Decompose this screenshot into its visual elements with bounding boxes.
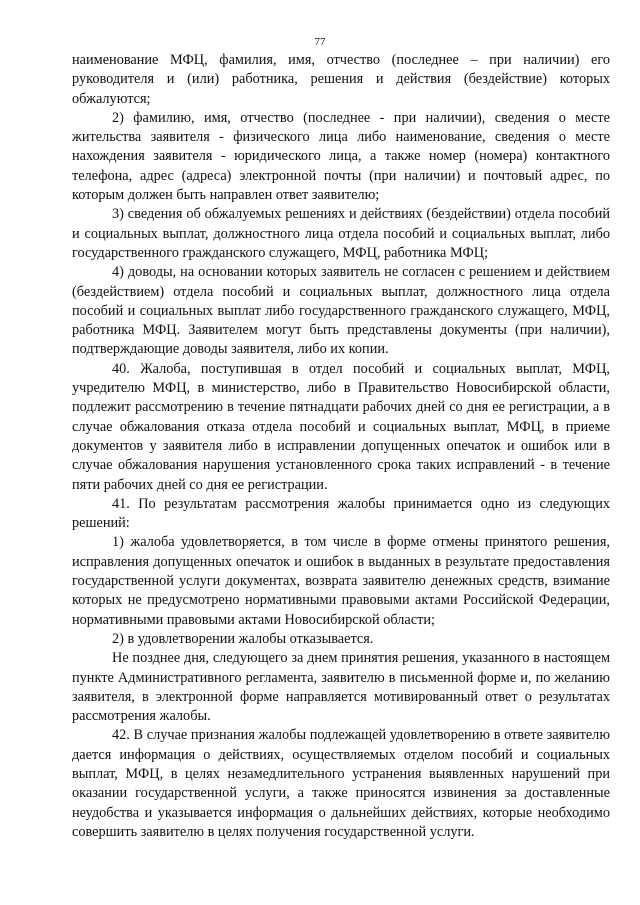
paragraph-response-deadline: Не позднее дня, следующего за днем принятия решения, указанного в настоящем пункте Административного регламента, заявителю в письменной форме и, по желанию заявителя, в электронной форме направляется мотивированный ответ о результатах рассмотрения жалобы.	[72, 650, 610, 725]
paragraph-clause-41: 41. По результатам рассмотрения жалобы принимается одно из следующих решений:	[72, 495, 610, 532]
paragraph-decision-1: 1) жалоба удовлетворяется, в том числе в форме отмены принятого решения, исправления допущенных опечаток и ошибок в выданных в результате предоставления государственной услуги документах, возврата заявителю денежных средств, взимание которых не предусмотрено нормативными правовыми актами Российской Федерации, нормативными правовыми актами Новосибирской области;	[72, 534, 610, 628]
paragraph-item-2: 2) фамилию, имя, отчество (последнее - при наличии), сведения о месте жительства заявителя - физического лица либо наименование, сведения о месте нахождения заявителя - юридического лица, а также номер (номера) контактного телефона, адрес (адреса) электронной почты (при наличии) и почтовый адрес, по которым должен быть направлен ответ заявителю;	[72, 109, 610, 204]
paragraph-clause-42: 42. В случае признания жалобы подлежащей удовлетворению в ответе заявителю дается информация о действиях, осуществляемых отделом пособий и социальных выплат, МФЦ, в целях незамедлительного устранения выявленных нарушений при оказании государственной услуги, а также приносятся извинения за доставленные неудобства и указывается информация о дальнейших действиях, которые необходимо совершить заявителю в целях получения государственной услуги.	[72, 727, 610, 840]
document-body	[72, 51, 610, 842]
paragraph-item-4: 4) доводы, на основании которых заявитель не согласен с решением и действием (бездействием) отдела пособий и социальных выплат, должностного лица отдела пособий и социальных выплат либо государственного гражданского служащего, МФЦ, работника МФЦ. Заявителем могут быть представлены документы (при наличии), подтверждающие доводы заявителя, либо их копии.	[72, 264, 610, 358]
paragraph-decision-2: 2) в удовлетворении жалобы отказывается.	[112, 630, 374, 647]
paragraph-clause-40: 40. Жалоба, поступившая в отдел пособий и социальных выплат, МФЦ, учредителю МФЦ, в министерство, либо в Правительство Новосибирской области, подлежит рассмотрению в течение пятнадцати рабочих дней со дня ее регистрации, а в случае обжалования отказа отдела пособий и социальных выплат, МФЦ, в приеме документов у заявителя либо в исправлении допущенных опечаток и ошибок или в случае обжалования нарушения установленного срока таких исправлений - в течение пяти рабочих дней со дня ее регистрации.	[72, 360, 610, 493]
paragraph-item-3: 3) сведения об обжалуемых решениях и действиях (бездействии) отдела пособий и социальных выплат, должностного лица отдела пособий и социальных выплат, либо государственного гражданского служащего, МФЦ, работника МФЦ;	[72, 206, 610, 261]
page-number: 77	[314, 36, 326, 48]
paragraph-continuation: наименование МФЦ, фамилия, имя, отчество (последнее – при наличии) его руководителя и (или) работника, решения и действия (бездействие) которых обжалуются;	[72, 52, 610, 107]
